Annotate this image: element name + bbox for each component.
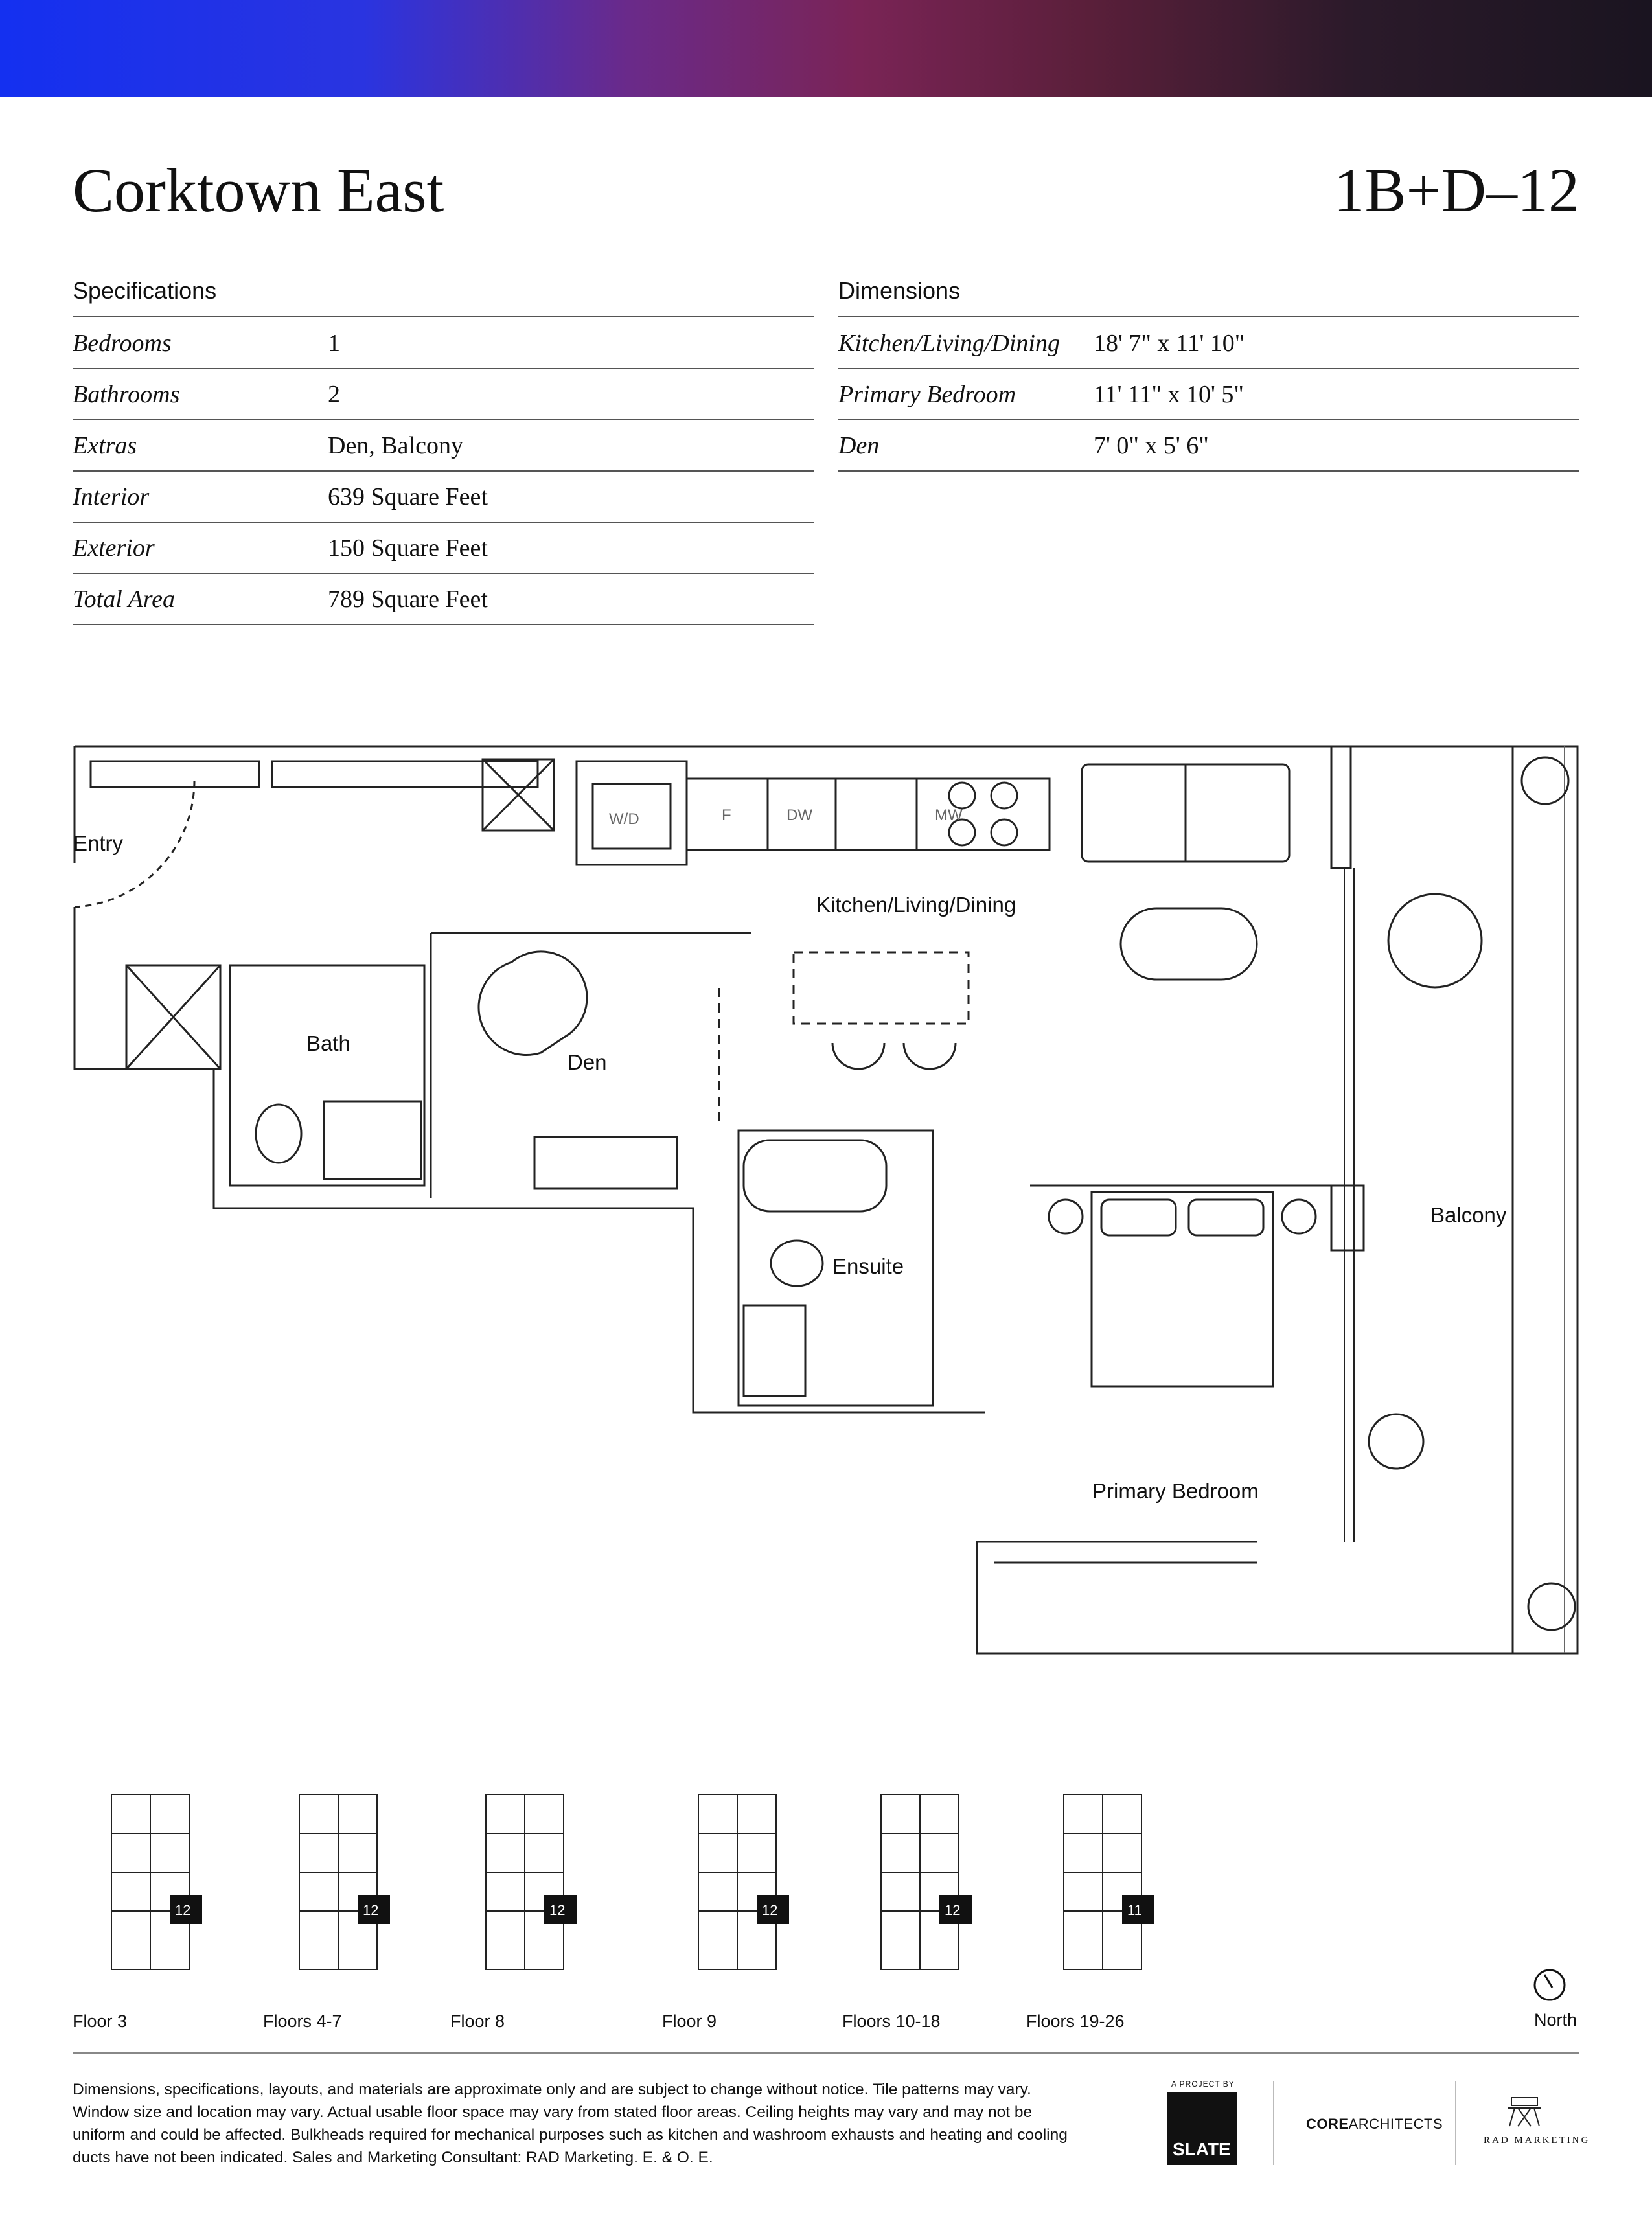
shower-cross xyxy=(483,759,554,831)
plant xyxy=(1528,1583,1575,1630)
spec-value: 1 xyxy=(328,330,340,357)
dimension-value: 11' 11" x 10' 5" xyxy=(1094,381,1244,408)
north-label: North xyxy=(1534,2010,1577,2030)
key-plan xyxy=(842,1782,991,1989)
dimensions-heading: Dimensions xyxy=(838,277,961,304)
room-label-entry: Entry xyxy=(73,831,124,855)
plant xyxy=(1522,757,1568,804)
logo-divider xyxy=(1273,2081,1274,2165)
core-logo-bold: CORE xyxy=(1306,2116,1349,2132)
table-row xyxy=(73,420,814,472)
balcony-side-table xyxy=(1369,1414,1423,1469)
dimension-value: 18' 7" x 11' 10" xyxy=(1094,330,1245,357)
room-label-bedroom: Primary Bedroom xyxy=(1092,1479,1259,1503)
project-by-label: A PROJECT BY xyxy=(1171,2080,1235,2089)
key-plan xyxy=(447,1782,596,1989)
spec-value: 2 xyxy=(328,381,340,408)
den-chair xyxy=(479,952,587,1055)
slate-logo-text: SLATE xyxy=(1173,2139,1231,2159)
key-plan-label: Floor 3 xyxy=(73,2012,128,2031)
spec-label: Bathrooms xyxy=(73,381,180,408)
nightstand xyxy=(1282,1200,1316,1233)
dimension-label: Kitchen/Living/Dining xyxy=(838,330,1060,357)
north-arrow-icon xyxy=(1533,1968,1566,2002)
footer-divider xyxy=(73,2052,1579,2054)
pillow xyxy=(1101,1200,1176,1235)
dimension-label: Primary Bedroom xyxy=(838,381,1016,408)
header-gradient-bar xyxy=(0,0,1652,97)
key-plan-unit: 12 xyxy=(175,1902,191,1918)
spec-value: Den, Balcony xyxy=(328,432,463,459)
table-row xyxy=(838,317,1579,369)
room-label-ensuite: Ensuite xyxy=(832,1254,904,1278)
key-plan-drawing xyxy=(73,1782,222,1989)
appliance-label: MW xyxy=(935,807,963,824)
kitchen-counter xyxy=(687,779,1050,850)
spec-value: 639 Square Feet xyxy=(328,483,488,510)
specifications-table xyxy=(73,316,814,627)
cooktop-burner xyxy=(991,783,1017,808)
key-plan-label: Floors 4-7 xyxy=(263,2012,342,2031)
table-row xyxy=(73,471,814,523)
key-plan-drawing xyxy=(260,1782,409,1989)
unit-code: 1B+D–12 xyxy=(1333,155,1579,225)
column xyxy=(1331,746,1351,868)
spec-label: Exterior xyxy=(73,534,155,562)
outer-wall xyxy=(75,746,1577,1653)
logo-divider xyxy=(1455,2081,1456,2165)
bed xyxy=(1092,1192,1273,1386)
table-row xyxy=(73,369,814,420)
core-architects-logo xyxy=(1306,2116,1443,2133)
key-plan xyxy=(260,1782,409,1989)
appliance-label: DW xyxy=(786,807,812,824)
spec-label: Extras xyxy=(73,432,137,459)
spec-label: Interior xyxy=(73,483,150,510)
slate-logo xyxy=(1167,2092,1237,2165)
key-plan-drawing xyxy=(842,1782,991,1989)
closet xyxy=(91,761,259,787)
disclaimer: Dimensions, specifications, layouts, and materials are approximate only and are subject to change without notice. Tile patterns may vary. Window size and location may vary. Actual usable floor space may vary from stated floor areas. Ceiling heights may vary and may not be uniform and could be affected. Bulkheads required for mechanical purposes such as kitchen and washroom exhausts and heating and cooling ducts have not been indicated. Sales and Marketing Consultant: RAD Marketing. E. & O. E. xyxy=(73,2081,1068,2166)
room-label-kitchen: Kitchen/Living/Dining xyxy=(816,893,1016,917)
kitchen-island xyxy=(794,952,969,1024)
project-title: Corktown East xyxy=(73,155,444,225)
dimensions-table xyxy=(838,316,1579,472)
bath-vanity xyxy=(324,1101,421,1179)
appliance-label: W/D xyxy=(609,810,639,828)
key-plan xyxy=(660,1782,809,1989)
key-plan-drawing xyxy=(660,1782,809,1989)
key-plan-label: Floor 8 xyxy=(450,2012,505,2031)
table-row xyxy=(73,522,814,574)
spec-label: Total Area xyxy=(73,586,176,613)
dimension-value: 7' 0" x 5' 6" xyxy=(1094,432,1209,459)
rad-marketing-logo: RAD MARKETING xyxy=(1484,2135,1590,2146)
den-desk xyxy=(534,1137,677,1189)
specifications-heading: Specifications xyxy=(73,277,217,304)
key-plan-unit: 11 xyxy=(1127,1902,1142,1918)
column xyxy=(1331,1186,1364,1250)
spec-value: 789 Square Feet xyxy=(328,586,488,613)
key-plan xyxy=(1025,1782,1174,1989)
key-plan-label: Floors 10-18 xyxy=(842,2012,941,2031)
nightstand xyxy=(1049,1200,1083,1233)
bath-floor xyxy=(230,965,424,1186)
cooktop-burner xyxy=(949,783,975,808)
key-plan-unit: 12 xyxy=(945,1902,961,1918)
toilet xyxy=(256,1105,301,1163)
toilet xyxy=(771,1241,823,1286)
key-plan-unit: 12 xyxy=(363,1902,379,1918)
key-plan-drawing xyxy=(1025,1782,1174,1989)
core-logo-rest: ARCHITECTS xyxy=(1348,2116,1443,2132)
room-label-bath: Bath xyxy=(306,1031,350,1055)
rad-marketing-icon xyxy=(1502,2092,1547,2131)
ensuite-vanity xyxy=(744,1305,805,1396)
key-plan xyxy=(73,1782,222,1989)
balcony-table xyxy=(1388,894,1482,987)
table-row xyxy=(838,420,1579,472)
spec-label: Bedrooms xyxy=(73,330,172,357)
room-label-den: Den xyxy=(568,1050,607,1074)
key-plan-label: Floor 9 xyxy=(662,2012,717,2031)
coffee-table xyxy=(1121,908,1257,980)
table-row xyxy=(73,317,814,369)
key-plan-unit: 12 xyxy=(549,1902,566,1918)
stools xyxy=(832,1043,956,1069)
pillow xyxy=(1189,1200,1263,1235)
outer-wall-lower xyxy=(75,907,985,1412)
bedroom-closet xyxy=(994,1542,1257,1563)
floor-plan xyxy=(65,739,1587,1671)
dimension-label: Den xyxy=(838,432,880,459)
key-plan-unit: 12 xyxy=(762,1902,778,1918)
spec-value: 150 Square Feet xyxy=(328,534,488,562)
table-row xyxy=(73,573,814,625)
key-plan-label: Floors 19-26 xyxy=(1026,2012,1125,2031)
bathtub xyxy=(744,1140,886,1211)
key-plan-drawing xyxy=(447,1782,596,1989)
table-row xyxy=(838,369,1579,420)
room-label-balcony: Balcony xyxy=(1430,1203,1507,1227)
shower-cross xyxy=(126,965,220,1069)
cooktop-burner xyxy=(991,820,1017,845)
appliance-label: F xyxy=(722,807,731,824)
